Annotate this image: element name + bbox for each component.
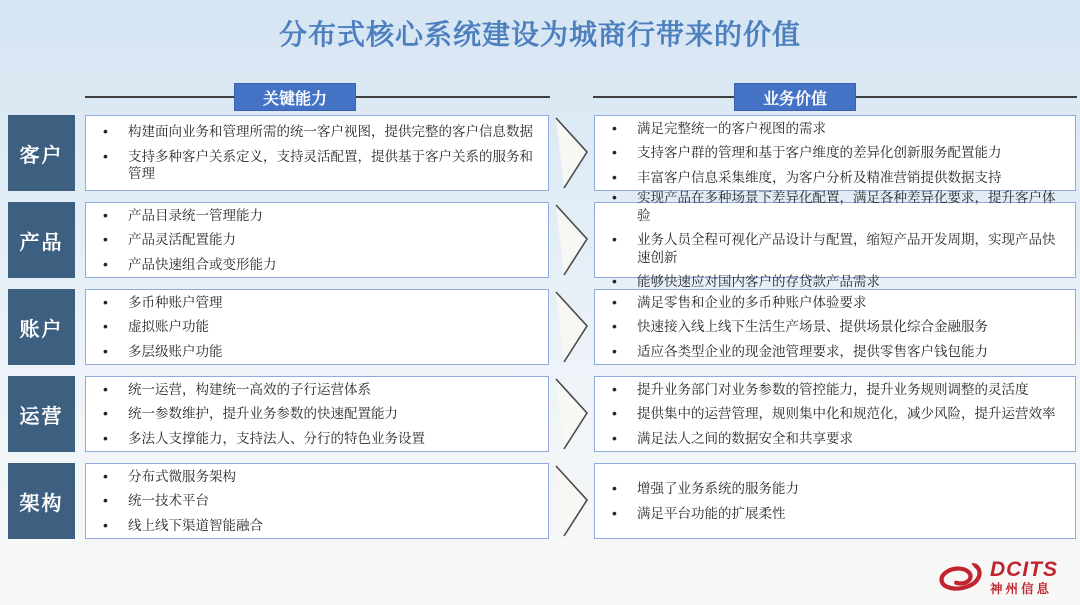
bullet-item: • 统一技术平台 bbox=[86, 492, 540, 510]
bullet-item: • 统一参数维护，提升业务参数的快速配置能力 bbox=[86, 405, 540, 423]
bullet-item: • 多币种账户管理 bbox=[86, 294, 540, 312]
row-category-label: 运营 bbox=[8, 376, 75, 452]
business-value-box bbox=[594, 289, 1076, 365]
key-capability-box bbox=[85, 202, 549, 278]
bullet-item: • 产品快速组合或变形能力 bbox=[86, 256, 540, 274]
value-bullet-list bbox=[595, 290, 1075, 364]
bullet-item: • 能够快速应对国内客户的存贷款产品需求 bbox=[595, 273, 1067, 291]
bullet-item: • 构建面向业务和管理所需的统一客户视图，提供完整的客户信息数据 bbox=[86, 123, 540, 141]
logo-text-block bbox=[990, 559, 1058, 596]
value-bullet-list bbox=[595, 190, 1075, 290]
rows-container bbox=[0, 115, 1080, 539]
bullet-item: • 增强了业务系统的服务能力 bbox=[595, 480, 1067, 498]
bullet-item: • 产品灵活配置能力 bbox=[86, 231, 540, 249]
capability-bullet-list bbox=[86, 464, 548, 538]
bullet-item: • 业务人员全程可视化产品设计与配置，缩短产品开发周期，实现产品快速创新 bbox=[595, 231, 1067, 266]
bullet-item: • 适应各类型企业的现金池管理要求，提供零售客户钱包能力 bbox=[595, 343, 1067, 361]
bullet-item: • 统一运营，构建统一高效的子行运营体系 bbox=[86, 381, 540, 399]
capability-bullet-list bbox=[86, 203, 548, 277]
dcits-swirl-icon bbox=[937, 559, 983, 595]
bullet-item: • 满足平台功能的扩展柔性 bbox=[595, 505, 1067, 523]
key-capability-box bbox=[85, 115, 549, 191]
chevron-right-icon bbox=[553, 464, 590, 538]
capability-row bbox=[0, 376, 1080, 452]
bullet-item: • 满足法人之间的数据安全和共享要求 bbox=[595, 430, 1067, 448]
chevron-right-icon bbox=[553, 377, 590, 451]
page-title: 分布式核心系统建设为城商行带来的价值 bbox=[278, 19, 801, 50]
capability-bullet-list bbox=[86, 116, 548, 190]
dcits-logo bbox=[937, 559, 1058, 596]
business-value-box bbox=[594, 376, 1076, 452]
bullet-item: • 丰富客户信息采集维度，为客户分析及精准营销提供数据支持 bbox=[595, 169, 1067, 187]
capability-row bbox=[0, 190, 1080, 290]
bullet-item: • 产品目录统一管理能力 bbox=[86, 207, 540, 225]
key-capability-box bbox=[85, 289, 549, 365]
bullet-item: • 提升业务部门对业务参数的管控能力，提升业务规则调整的灵活度 bbox=[595, 381, 1067, 399]
capability-bullet-list bbox=[86, 377, 548, 451]
business-value-box bbox=[594, 463, 1076, 539]
row-category-label: 产品 bbox=[8, 202, 75, 278]
business-value-box bbox=[594, 115, 1076, 191]
bullet-item: • 满足完整统一的客户视图的需求 bbox=[595, 120, 1067, 138]
key-capability-box bbox=[85, 463, 549, 539]
bullet-item: • 实现产品在多种场景下差异化配置，满足各种差异化要求，提升客户体验 bbox=[595, 189, 1067, 224]
row-category-label: 账户 bbox=[8, 289, 75, 365]
capability-row bbox=[0, 115, 1080, 191]
row-category-label: 客户 bbox=[8, 115, 75, 191]
value-bullet-list bbox=[595, 116, 1075, 190]
value-bullet-list bbox=[595, 377, 1075, 451]
bullet-item: • 分布式微服务架构 bbox=[86, 468, 540, 486]
bullet-item: • 多层级账户功能 bbox=[86, 343, 540, 361]
chevron-right-icon bbox=[553, 116, 590, 190]
business-value-box bbox=[594, 190, 1076, 290]
chevron-right-icon bbox=[553, 203, 590, 277]
logo-wordmark: DCITS bbox=[990, 557, 1058, 581]
row-category-label: 架构 bbox=[8, 463, 75, 539]
bullet-item: • 支持客户群的管理和基于客户维度的差异化创新服务配置能力 bbox=[595, 144, 1067, 162]
capability-bullet-list bbox=[86, 290, 548, 364]
logo-company-name: 神州信息 bbox=[990, 581, 1053, 596]
bullet-item: • 满足零售和企业的多币种账户体验要求 bbox=[595, 294, 1067, 312]
capability-row bbox=[0, 463, 1080, 539]
bullet-item: • 提供集中的运营管理，规则集中化和规范化，减少风险，提升运营效率 bbox=[595, 405, 1067, 423]
bullet-item: • 多法人支撑能力，支持法人、分行的特色业务设置 bbox=[86, 430, 540, 448]
bullet-item: • 快速接入线上线下生活生产场景、提供场景化综合金融服务 bbox=[595, 318, 1067, 336]
value-bullet-list bbox=[595, 464, 1075, 538]
key-capability-box bbox=[85, 376, 549, 452]
bullet-item: • 虚拟账户功能 bbox=[86, 318, 540, 336]
bullet-item: • 线上线下渠道智能融合 bbox=[86, 517, 540, 535]
chevron-right-icon bbox=[553, 290, 590, 364]
capability-row bbox=[0, 289, 1080, 365]
header-key-capabilities: 关键能力 bbox=[234, 83, 356, 111]
header-business-value: 业务价值 bbox=[734, 83, 856, 111]
bullet-item: • 支持多种客户关系定义，支持灵活配置，提供基于客户关系的服务和管理 bbox=[86, 148, 540, 183]
